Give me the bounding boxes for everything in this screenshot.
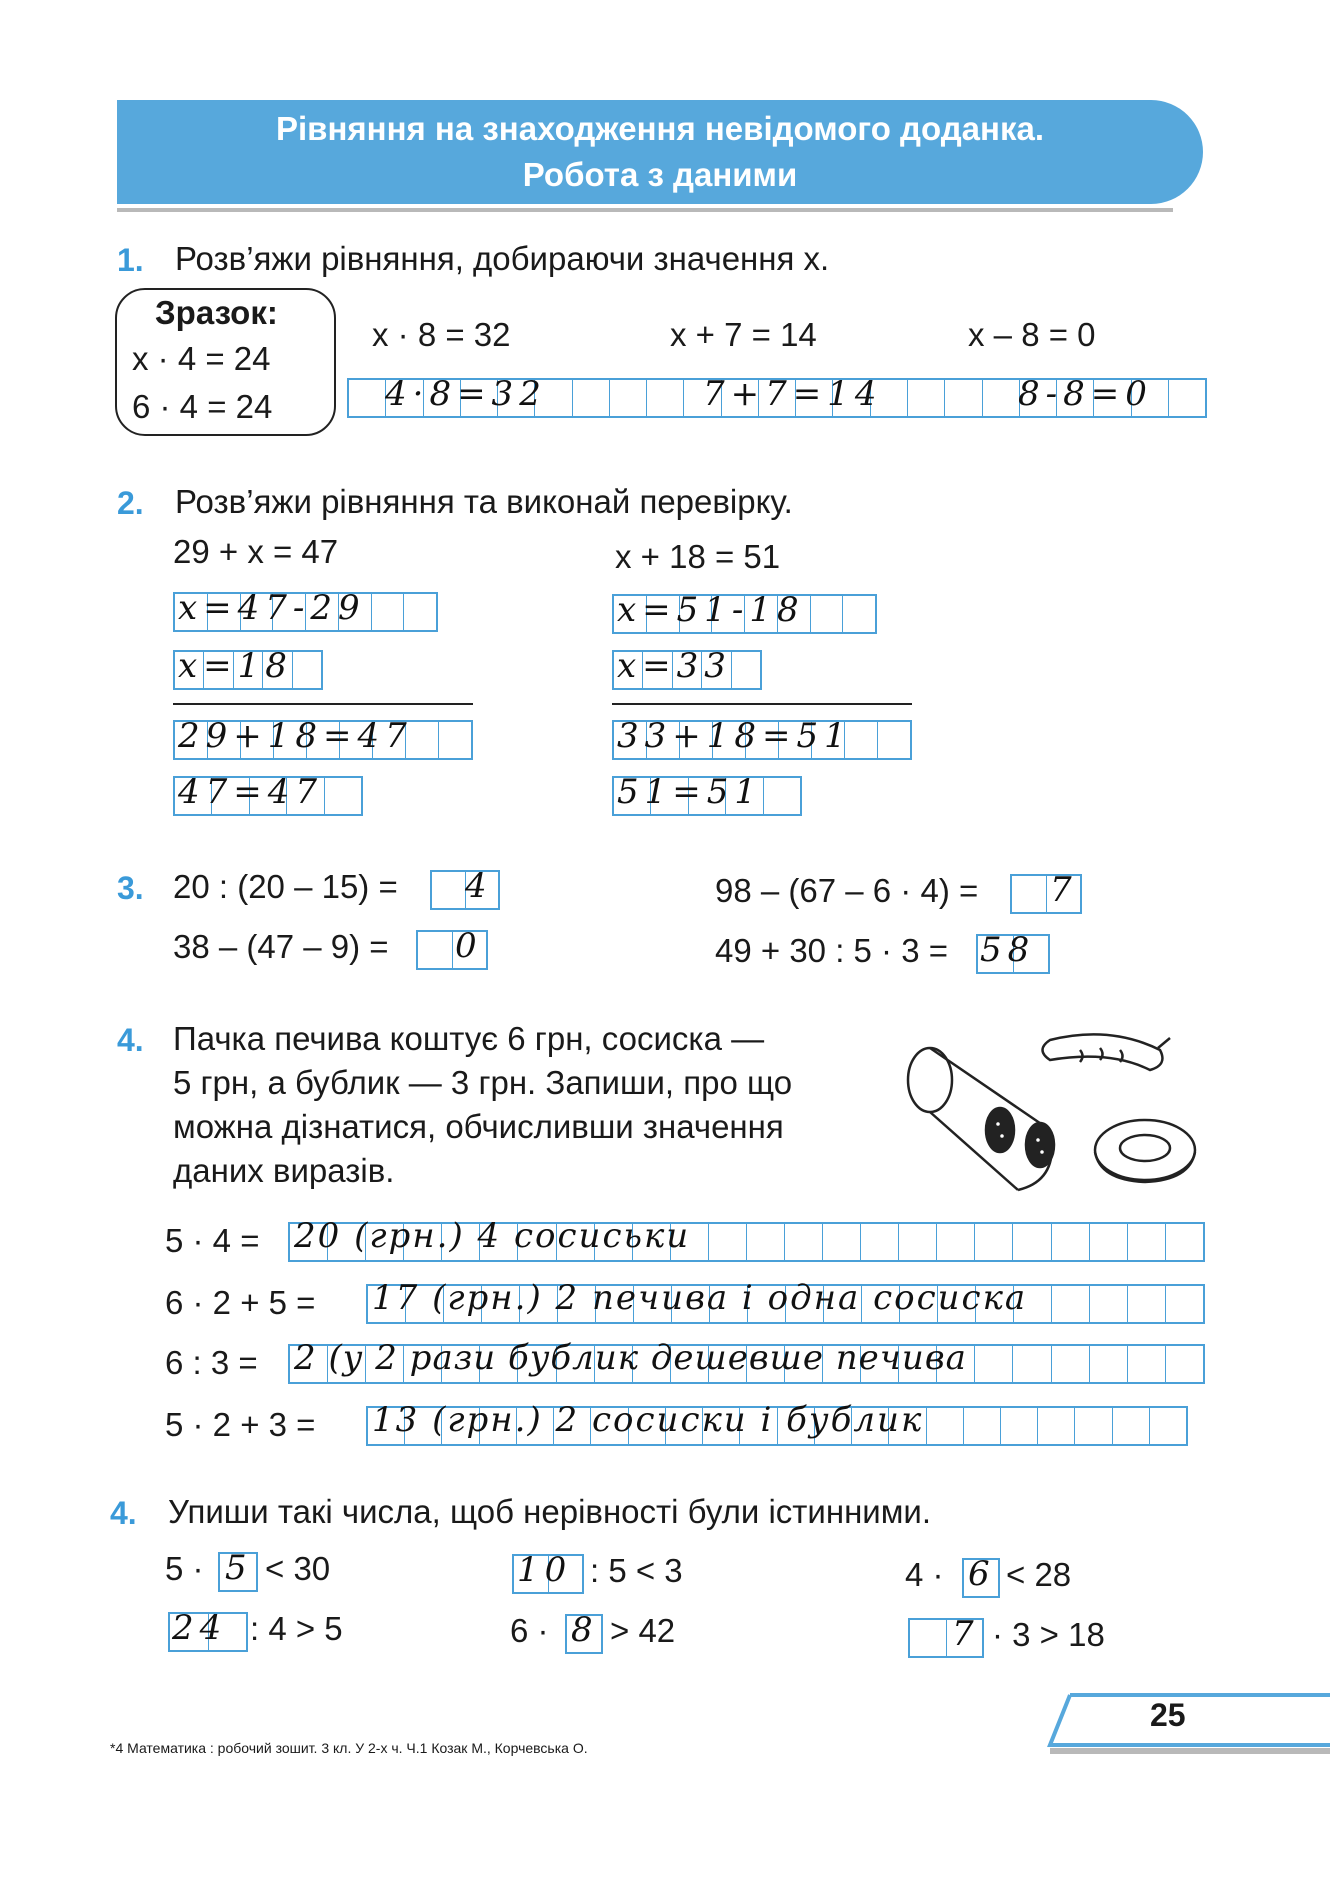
task1-answer-1: 4·8=32	[385, 374, 547, 414]
page-title	[117, 100, 1203, 204]
task4-row-1-answer: 20 (грн.) 4 сосиськи	[294, 1216, 691, 1256]
task2-b-divider	[612, 703, 912, 705]
ineq-5-right: > 42	[610, 1612, 676, 1649]
task1-answer-3: 8-8=0	[1018, 374, 1153, 414]
ineq-3-value: 6	[968, 1554, 996, 1594]
task2-a-line-3: 29+18=47	[178, 716, 413, 756]
task2-b-line-1: x=51-18	[617, 590, 805, 630]
task3-value-4: 58	[980, 930, 1036, 970]
task3-expr-3: 38 – (47 – 9) =	[173, 928, 389, 965]
ineq-2-right: : 5 < 3	[590, 1552, 683, 1589]
task2-b-line-2: x=33	[617, 646, 732, 686]
sample-line-1: x · 4 = 24	[132, 340, 271, 377]
ineq-1-left: 5 ·	[165, 1550, 204, 1587]
ineq-1-right: < 30	[265, 1550, 331, 1587]
task4-text-1: Пачка печива коштує 6 грн, сосиска —	[173, 1020, 765, 1057]
task1-eq1: x · 8 = 32	[372, 316, 511, 353]
ineq-6-right: · 3 > 18	[992, 1616, 1105, 1653]
task2-a-line-2: x=18	[178, 646, 293, 686]
task2-a-line-4: 47=47	[178, 772, 324, 812]
task4-text-2: 5 грн, а бублик — 3 грн. Запиши, про що	[173, 1064, 793, 1101]
sample-line-2: 6 · 4 = 24	[132, 388, 273, 425]
task4-row-1-expr: 5 · 4 =	[165, 1222, 260, 1259]
footer-credit: *4 Математика : робочий зошит. 3 кл. У 2-х ч. Ч.1 Козак М., Корчевська О.	[110, 1740, 588, 1756]
ineq-6-value: 7	[952, 1614, 980, 1654]
ineq-1-value: 5	[225, 1548, 253, 1588]
ineq-3-left: 4 ·	[905, 1556, 944, 1593]
ineq-5-value: 8	[571, 1610, 599, 1650]
task1-answer-2: 7+7=14	[703, 374, 883, 414]
title-line-1: Рівняння на знаходження невідомого доданка.	[275, 110, 1044, 147]
task3-expr-4: 49 + 30 : 5 · 3 =	[715, 932, 948, 969]
page-number: 25	[1150, 1697, 1186, 1733]
task2-eq-b: x + 18 = 51	[615, 538, 781, 575]
sausage-icon	[1043, 1034, 1171, 1070]
task4-row-4-expr: 5 · 2 + 3 =	[165, 1406, 316, 1443]
task2-a-line-1: x=47-29	[178, 588, 366, 628]
ineq-4-right: : 4 > 5	[250, 1610, 343, 1647]
task5-text: Упиши такі числа, щоб нерівності були істинними.	[168, 1493, 932, 1530]
task3-expr-2: 98 – (67 – 6 · 4) =	[715, 872, 979, 909]
ineq-3-right: < 28	[1006, 1556, 1072, 1593]
task4-row-2-answer: 17 (грн.) 2 печива і одна сосиска	[372, 1278, 1028, 1318]
task5-number: 4.	[110, 1495, 137, 1531]
cookie-pack-icon	[908, 1048, 1054, 1190]
task4-row-4-answer: 13 (грн.) 2 сосиски і бублик	[372, 1400, 924, 1440]
task4-row-3-expr: 6 : 3 =	[165, 1344, 258, 1381]
task3-value-3: 0	[455, 926, 483, 966]
title-line-2: Робота з даними	[522, 156, 798, 193]
page-number-tab	[1040, 1690, 1340, 1760]
task2-b-line-4: 51=51	[617, 772, 763, 812]
task2-b-line-3: 33+18=51	[617, 716, 852, 756]
task4-text-3: можна дізнатися, обчисливши значення	[173, 1108, 784, 1145]
task3-value-2: 7	[1050, 870, 1078, 910]
bagel-icon	[1095, 1120, 1195, 1182]
task2-number: 2.	[117, 485, 144, 521]
task2-a-divider	[173, 703, 473, 705]
task2-eq-a: 29 + x = 47	[173, 533, 339, 570]
task3-number: 3.	[117, 870, 144, 906]
ineq-2-value: 10	[517, 1550, 573, 1590]
food-illustration	[900, 1020, 1210, 1230]
task4-row-2-expr: 6 · 2 + 5 =	[165, 1284, 316, 1321]
task3-expr-1: 20 : (20 – 15) =	[173, 868, 398, 905]
task2-text: Розв’яжи рівняння та виконай перевірку.	[175, 483, 793, 520]
sample-label: Зразок:	[155, 294, 278, 331]
task1-eq3: x – 8 = 0	[968, 316, 1096, 353]
task1-eq2: x + 7 = 14	[670, 316, 817, 353]
task3-value-1: 4	[465, 866, 493, 906]
task4-row-3-answer: 2 (у 2 рази бублик дешевше печива	[294, 1338, 967, 1378]
task1-number: 1.	[117, 242, 144, 278]
ineq-4-value: 24	[172, 1608, 228, 1648]
ineq-5-left: 6 ·	[510, 1612, 549, 1649]
task1-text: Розв’яжи рівняння, добираючи значення x.	[175, 240, 830, 277]
task4-text-4: даних виразів.	[173, 1152, 395, 1189]
task4-number: 4.	[117, 1022, 144, 1058]
